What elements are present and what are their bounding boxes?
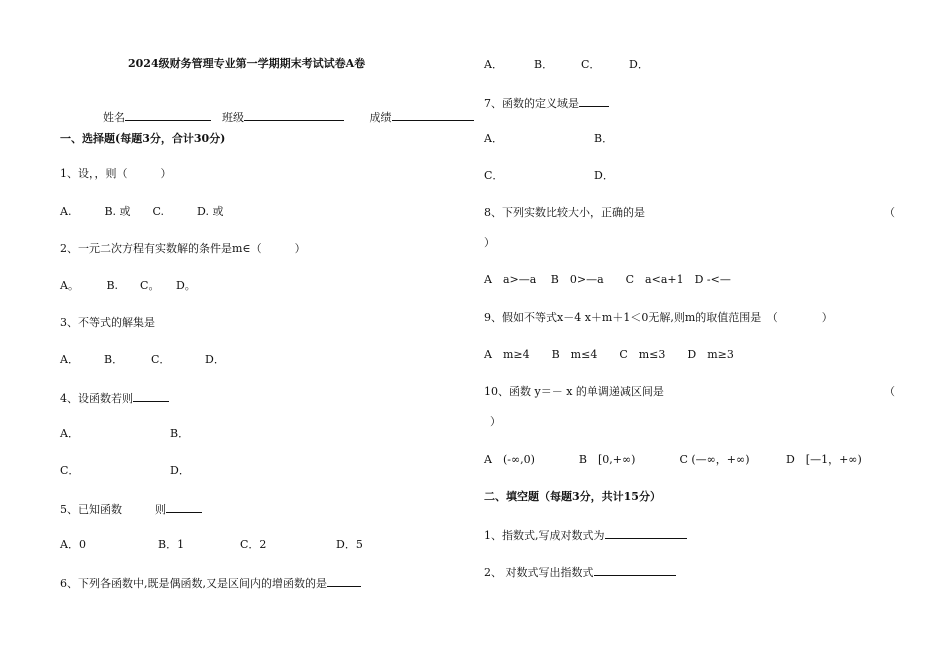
fill-question-2-blank [594,564,676,576]
question-5-blank [166,501,202,513]
class-label: 班级 [222,111,244,124]
question-3-option-d: D． [205,353,225,366]
score-blank [392,109,474,121]
question-5-option-a: A．0 [60,538,86,551]
question-5-text: 5、已知函数 则 [60,503,166,516]
section-1-heading: 一、选择题(每题3分，合计30分) [60,132,226,145]
section-2-heading: 二、填空题（每题3分，共计15分） [484,490,661,503]
question-3-option-a: A． [60,353,79,366]
question-4 [60,390,169,406]
question-9: 9、假如不等式x－4 x＋m＋1＜0无解,则m的取值范围是 （ ） [484,311,833,324]
student-info-row [96,95,474,125]
question-3: 3、不等式的解集是 [60,316,155,329]
question-5-option-d: D．5 [336,538,363,551]
question-6-option-a: A． [484,58,503,71]
question-4-option-c: C． [60,464,80,477]
question-10: 10、函数 y＝－ x 的单调递减区间是 [484,385,664,398]
fill-question-1 [484,527,687,543]
question-1-options: A. B. 或 C. D. 或 [60,205,224,218]
question-6-option-b: B． [534,58,554,71]
class-blank [244,109,344,121]
question-10-paren-close: ） [490,415,501,428]
question-8-paren-close: ） [484,236,495,249]
question-5-option-c: C．2 [240,538,267,551]
name-label: 姓名 [103,111,125,124]
question-6-option-c: C． [581,58,601,71]
question-9-options: A m≥4 B m≤4 C m≤3 D m≥3 [484,348,734,361]
score-label: 成绩 [369,111,392,124]
question-6 [60,575,361,591]
question-3-option-c: C． [151,353,171,366]
exam-title: 2024级财务管理专业第一学期期末考试试卷A卷 [128,57,366,70]
name-blank [125,109,211,121]
question-6-text: 6、下列各函数中,既是偶函数,又是区间内的增函数的是 [60,577,327,590]
question-4-text: 4、设函数若则 [60,392,133,405]
question-10-paren-open: （ [884,385,895,398]
question-5-option-b: B．1 [158,538,185,551]
fill-question-1-text: 1、指数式,写成对数式为 [484,529,605,542]
question-6-option-d: D． [629,58,649,71]
question-4-option-d: D． [170,464,190,477]
fill-question-2-text: 2、 对数式写出指数式 [484,566,594,579]
question-8-options: A a>—a B 0>—a C a<a+1 D -<— [484,273,731,286]
question-4-option-a: A． [60,427,79,440]
fill-question-2 [484,564,676,580]
fill-question-1-blank [605,527,687,539]
question-4-blank [133,390,169,402]
question-5 [60,501,202,517]
question-7-option-d: D． [594,169,614,182]
question-7-option-c: C． [484,169,504,182]
question-7 [484,95,609,111]
question-2: 2、一元二次方程有实数解的条件是m∈（ ） [60,242,306,255]
question-2-options: A。 B. C。 D。 [60,279,196,292]
question-7-option-b: B． [594,132,614,145]
question-7-blank [579,95,609,107]
question-6-blank [327,575,361,587]
question-8-paren-open: （ [884,206,895,219]
question-7-text: 7、函数的定义域是 [484,97,579,110]
question-8: 8、下列实数比较大小，正确的是 [484,206,645,219]
question-4-option-b: B． [170,427,190,440]
question-3-option-b: B． [104,353,124,366]
question-7-option-a: A． [484,132,503,145]
question-10-options: A (-∞,0) B [0,+∞) C (—∞，+∞) D [—1，+∞) [484,453,862,466]
question-1: 1、设，，则（ ） [60,167,172,180]
